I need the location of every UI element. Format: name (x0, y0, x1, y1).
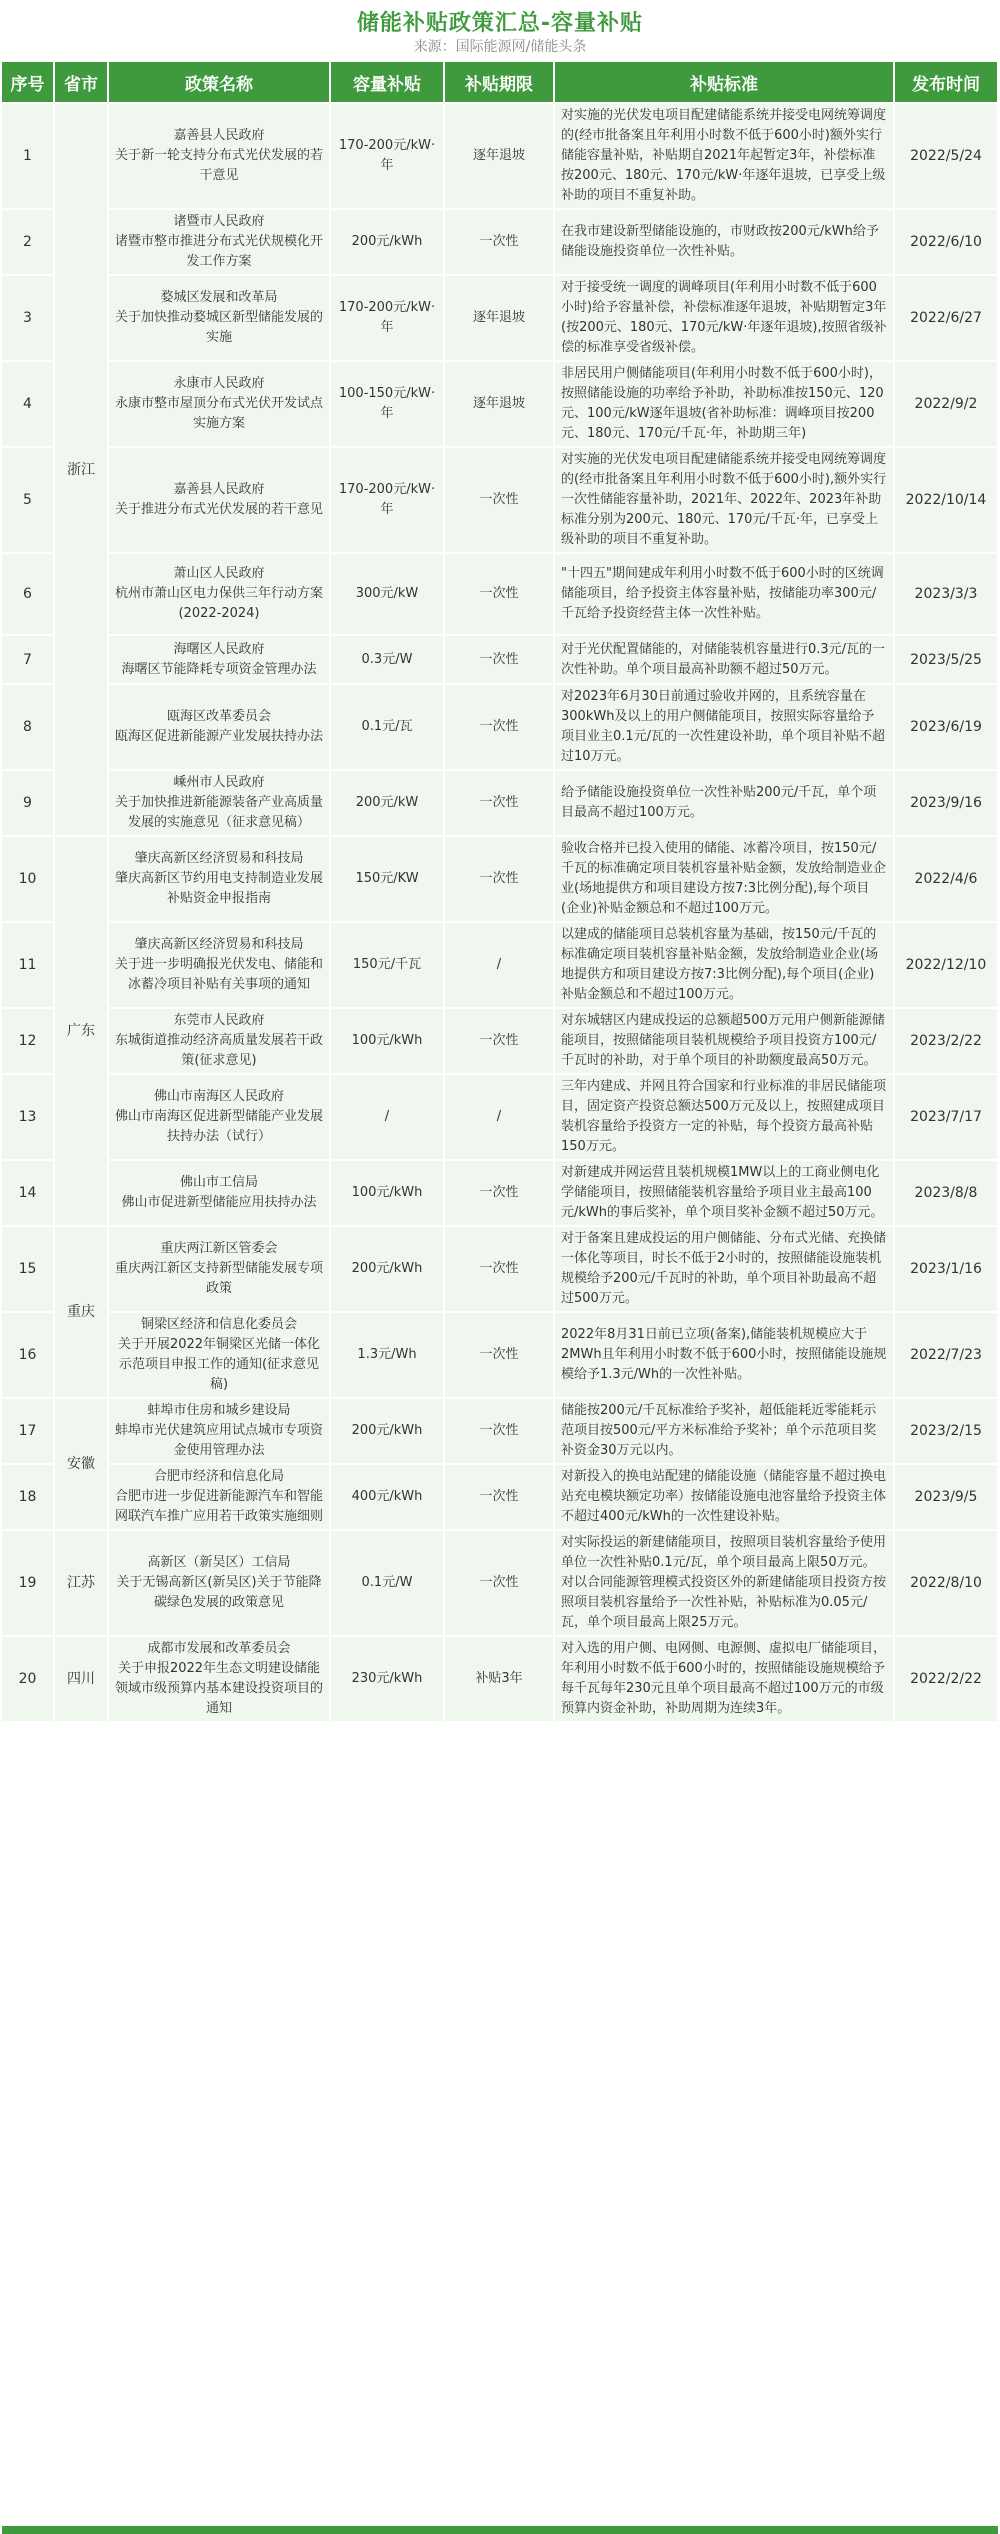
cell-subsidy-standard: 对东城辖区内建成投运的总额超500万元用户侧新能源储能项目，按照储能项目装机规模给予项目投资方100元/千瓦时的补助，对于单个项目的补助额度最高50万元。 (554, 1008, 894, 1074)
policy-issuer: 萧山区人民政府 (173, 566, 265, 581)
cell-policy-name (108, 1636, 330, 1722)
cell-publish-date: 2023/9/16 (894, 770, 998, 836)
policy-issuer: 海曙区人民政府 (173, 641, 265, 657)
policy-title: 诸暨市整市推进分布式光伏规模化开发工作方案 (114, 234, 323, 269)
cell-subsidy-term: 逐年退坡 (444, 361, 554, 447)
cell-policy-name (108, 553, 330, 635)
cell-subsidy-standard: 非居民用户侧储能项目(年利用小时数不低于600小时)，按照储能设施的功率给予补助，补助标准按150元、120元、100元/kW逐年退坡(省补助标准：调峰项目按200元、180元、170元/千瓦·年，补助期三年) (554, 361, 894, 447)
cell-capacity-subsidy: 150元/KW (330, 836, 444, 922)
cell-policy-name (108, 1312, 330, 1398)
cell-capacity-subsidy: 400元/kWh (330, 1464, 444, 1530)
policy-issuer: 永康市人民政府 (173, 376, 265, 391)
cell-province: 浙江 (54, 103, 108, 836)
table-row (2, 1312, 998, 1398)
table-row (2, 1636, 998, 1722)
cell-subsidy-term: 逐年退坡 (444, 103, 554, 209)
policy-issuer: 嵊州市人民政府 (173, 775, 265, 790)
cell-policy-name (108, 1008, 330, 1074)
page-title: 储能补贴政策汇总-容量补贴 (356, 11, 644, 36)
cell-capacity-subsidy: 100-150元/kW·年 (330, 361, 444, 447)
policy-title: 海曙区节能降耗专项资金管理办法 (121, 661, 317, 677)
header-publish-date: 发布时间 (894, 62, 998, 103)
cell-subsidy-standard: 三年内建成、并网且符合国家和行业标准的非居民储能项目，固定资产投资总额达500万元及以上，按照建成项目装机容量给予投资方一定的补贴，每个投资方最高补贴150万元。 (554, 1074, 894, 1160)
cell-capacity-subsidy: 200元/kWh (330, 1398, 444, 1464)
cell-capacity-subsidy: 200元/kWh (330, 209, 444, 275)
policy-title: 永康市整市屋顶分布式光伏开发试点实施方案 (114, 396, 323, 431)
cell-policy-name (108, 684, 330, 770)
cell-index: 13 (2, 1074, 54, 1160)
policy-issuer: 蚌埠市住房和城乡建设局 (147, 1403, 291, 1418)
subsidy-table (2, 62, 999, 1723)
table-row (2, 684, 998, 770)
cell-subsidy-term: 一次性 (444, 836, 554, 922)
cell-publish-date: 2022/8/10 (894, 1530, 998, 1636)
table-row (2, 447, 998, 553)
policy-issuer: 铜梁区经济和信息化委员会 (140, 1317, 297, 1332)
cell-capacity-subsidy: 300元/kW (330, 553, 444, 635)
header-capacity-subsidy: 容量补贴 (330, 62, 444, 103)
cell-index: 3 (2, 275, 54, 361)
cell-subsidy-term: / (444, 1074, 554, 1160)
policy-issuer: 东莞市人民政府 (173, 1013, 265, 1028)
cell-index: 12 (2, 1008, 54, 1074)
table-row (2, 1530, 998, 1636)
cell-capacity-subsidy: 200元/kWh (330, 1226, 444, 1312)
table-row (2, 1226, 998, 1312)
policy-title: 佛山市南海区促进新型储能产业发展扶持办法（试行） (114, 1109, 323, 1144)
cell-publish-date: 2023/8/8 (894, 1160, 998, 1226)
policy-title: 关于无锡高新区(新吴区)关于节能降碳绿色发展的政策意见 (116, 1575, 322, 1610)
policy-title: 关于新一轮支持分布式光伏发展的若干意见 (114, 148, 323, 183)
policy-title: 蚌埠市光伏建筑应用试点城市专项资金使用管理办法 (114, 1423, 323, 1458)
cell-policy-name (108, 1530, 330, 1636)
cell-policy-name (108, 922, 330, 1008)
policy-title: 关于申报2022年生态文明建设储能领域市级预算内基本建设投资项目的通知 (114, 1661, 323, 1716)
cell-subsidy-standard: 对于光伏配置储能的，对储能装机容量进行0.3元/瓦的一次性补助。单个项目最高补助额不超过50万元。 (554, 635, 894, 684)
policy-title: 关于开展2022年铜梁区光储一体化示范项目申报工作的通知(征求意见稿) (117, 1337, 321, 1392)
policy-title: 佛山市促进新型储能应用扶持办法 (121, 1195, 317, 1210)
policy-title: 瓯海区促进新能源产业发展扶持办法 (114, 729, 323, 744)
policy-issuer: 婺城区发展和改革局 (160, 290, 278, 305)
cell-index: 4 (2, 361, 54, 447)
cell-policy-name (108, 1074, 330, 1160)
cell-publish-date: 2022/9/2 (894, 361, 998, 447)
cell-subsidy-standard: 给予储能设施投资单位一次性补贴200元/千瓦，单个项目最高不超过100万元。 (554, 770, 894, 836)
cell-subsidy-standard: 在我市建设新型储能设施的，市财政按200元/kWh给予储能设施投资单位一次性补贴。 (554, 209, 894, 275)
policy-issuer: 佛山市工信局 (179, 1175, 258, 1190)
cell-index: 1 (2, 103, 54, 209)
cell-index: 5 (2, 447, 54, 553)
cell-subsidy-term: 一次性 (444, 1008, 554, 1074)
cell-policy-name (108, 275, 330, 361)
cell-publish-date: 2023/5/25 (894, 635, 998, 684)
table-row (2, 1074, 998, 1160)
table-body (2, 103, 998, 1722)
cell-index: 18 (2, 1464, 54, 1530)
cell-subsidy-standard: 对实际投运的新建储能项目，按照项目装机容量给予使用单位一次性补贴0.1元/瓦，单个项目最高上限50万元。对以合同能源管理模式投资区外的新建储能项目投资方按照项目装机容量给予一次性补贴，补贴标准为0.05元/瓦，单个项目最高上限25万元。 (554, 1530, 894, 1636)
cell-capacity-subsidy: 170-200元/kW·年 (330, 447, 444, 553)
cell-subsidy-term: 一次性 (444, 209, 554, 275)
cell-subsidy-term: 一次性 (444, 1464, 554, 1530)
policy-issuer: 嘉善县人民政府 (173, 128, 265, 143)
cell-subsidy-term: 一次性 (444, 1160, 554, 1226)
cell-capacity-subsidy: 170-200元/kW·年 (330, 103, 444, 209)
cell-capacity-subsidy: 0.3元/W (330, 635, 444, 684)
table-row (2, 553, 998, 635)
cell-policy-name (108, 770, 330, 836)
cell-subsidy-standard: 2022年8月31日前已立项(备案),储能装机规模应大于2MWh且年利用小时数不低于600小时，按照储能设施规模给予1.3元/Wh的一次性补贴。 (554, 1312, 894, 1398)
cell-capacity-subsidy: / (330, 1074, 444, 1160)
policy-issuer: 肇庆高新区经济贸易和科技局 (134, 851, 304, 866)
table-row (2, 1464, 998, 1530)
table-row (2, 1008, 998, 1074)
cell-publish-date: 2022/7/23 (894, 1312, 998, 1398)
cell-subsidy-term: 一次性 (444, 553, 554, 635)
table-row (2, 361, 998, 447)
cell-subsidy-term: 一次性 (444, 1312, 554, 1398)
table-row (2, 103, 998, 209)
policy-title: 关于进一步明确报光伏发电、储能和冰蓄冷项目补贴有关事项的通知 (114, 957, 323, 992)
cell-capacity-subsidy: 1.3元/Wh (330, 1312, 444, 1398)
header-index: 序号 (2, 62, 54, 103)
cell-province: 广东 (54, 836, 108, 1226)
table-row (2, 275, 998, 361)
cell-index: 19 (2, 1530, 54, 1636)
cell-subsidy-term: 一次性 (444, 770, 554, 836)
cell-publish-date: 2023/1/16 (894, 1226, 998, 1312)
cell-index: 6 (2, 553, 54, 635)
cell-policy-name (108, 836, 330, 922)
cell-publish-date: 2023/6/19 (894, 684, 998, 770)
cell-subsidy-standard: 验收合格并已投入使用的储能、冰蓄冷项目，按150元/千瓦的标准确定项目装机容量补贴金额，发放给制造业企业(场地提供方和项目建设方按7:3比例分配),每个项目(企业)补贴金额总和不超过100万元。 (554, 836, 894, 922)
cell-policy-name (108, 635, 330, 684)
cell-subsidy-standard: 对入选的用户侧、电网侧、电源侧、虚拟电厂储能项目，年利用小时数不低于600小时的，按照储能设施规模给予每千瓦每年230元且单个项目最高不超过100万元的市级预算内资金补助，补助周期为连续3年。 (554, 1636, 894, 1722)
cell-subsidy-standard: 对新投入的换电站配建的储能设施（储能容量不超过换电站充电模块额定功率）按储能设施电池容量给予投资主体不超过400元/kWh的一次性建设补贴。 (554, 1464, 894, 1530)
policy-title: 关于加快推进新能源装备产业高质量发展的实施意见（征求意见稿） (114, 795, 323, 830)
cell-publish-date: 2022/5/24 (894, 103, 998, 209)
cell-subsidy-term: 一次性 (444, 684, 554, 770)
policy-issuer: 佛山市南海区人民政府 (153, 1089, 284, 1104)
cell-policy-name (108, 1398, 330, 1464)
cell-index: 11 (2, 922, 54, 1008)
policy-issuer: 肇庆高新区经济贸易和科技局 (134, 937, 304, 952)
header-subsidy-standard: 补贴标准 (554, 62, 894, 103)
cell-subsidy-term: 一次性 (444, 1226, 554, 1312)
cell-subsidy-term: 一次性 (444, 1530, 554, 1636)
cell-index: 10 (2, 836, 54, 922)
header-subsidy-term: 补贴期限 (444, 62, 554, 103)
cell-subsidy-standard: 对于备案且建成投运的用户侧储能、分布式光储、充换储一体化等项目，时长不低于2小时的，按照储能设施装机规模给予200元/千瓦时的补助，单个项目补助最高不超过500万元。 (554, 1226, 894, 1312)
cell-subsidy-standard: 对新建成并网运营且装机规模1MW以上的工商业侧电化学储能项目，按照储能装机容量给予项目业主最高100元/kWh的事后奖补，单个项目奖补金额不超过50万元。 (554, 1160, 894, 1226)
cell-policy-name (108, 1160, 330, 1226)
policy-issuer: 诸暨市人民政府 (173, 214, 265, 229)
policy-title: 关于加快推动婺城区新型储能发展的实施 (114, 310, 323, 345)
table-row (2, 770, 998, 836)
policy-issuer: 嘉善县人民政府 (173, 482, 265, 497)
cell-policy-name (108, 361, 330, 447)
cell-subsidy-term: / (444, 922, 554, 1008)
cell-policy-name (108, 209, 330, 275)
cell-capacity-subsidy: 100元/kWh (330, 1160, 444, 1226)
cell-publish-date: 2022/12/10 (894, 922, 998, 1008)
cell-subsidy-standard: 对实施的光伏发电项目配建储能系统并接受电网统筹调度的(经市批备案且年利用小时数不低于600小时),额外实行一次性储能容量补助，2021年、2022年、2023年补助标准分别为200元、180元、170元/千瓦·年，已享受上级补助的项目不重复补助。 (554, 447, 894, 553)
table-row (2, 1160, 998, 1226)
cell-index: 15 (2, 1226, 54, 1312)
cell-subsidy-term: 逐年退坡 (444, 275, 554, 361)
cell-province: 重庆 (54, 1226, 108, 1398)
policy-title: 杭州市萧山区电力保供三年行动方案(2022-2024) (114, 586, 323, 621)
policy-title: 合肥市进一步促进新能源汽车和智能网联汽车推广应用若干政策实施细则 (114, 1489, 323, 1524)
cell-capacity-subsidy: 200元/kW (330, 770, 444, 836)
cell-publish-date: 2022/10/14 (894, 447, 998, 553)
cell-publish-date: 2023/2/15 (894, 1398, 998, 1464)
cell-subsidy-standard: 对于接受统一调度的调峰项目(年利用小时数不低于600小时)给予容量补偿，补偿标准逐年退坡，补贴期暂定3年(按200元、180元、170元/kW·年逐年退坡),按照省级补偿的标准享受省级补偿。 (554, 275, 894, 361)
policy-title: 东城街道推动经济高质量发展若干政策(征求意见) (114, 1033, 323, 1068)
cell-capacity-subsidy: 150元/千瓦 (330, 922, 444, 1008)
table-row (2, 209, 998, 275)
header-policy-name: 政策名称 (108, 62, 330, 103)
cell-publish-date: 2022/6/27 (894, 275, 998, 361)
cell-capacity-subsidy: 100元/kWh (330, 1008, 444, 1074)
cell-province: 江苏 (54, 1530, 108, 1636)
policy-title: 重庆两江新区支持新型储能发展专项政策 (114, 1261, 323, 1296)
cell-subsidy-standard: 储能按200元/千瓦标准给予奖补，超低能耗近零能耗示范项目按500元/平方米标准给予奖补；单个示范项目奖补资金30万元以内。 (554, 1398, 894, 1464)
table-row (2, 635, 998, 684)
cell-capacity-subsidy: 0.1元/W (330, 1530, 444, 1636)
cell-subsidy-term: 一次性 (444, 635, 554, 684)
cell-publish-date: 2023/2/22 (894, 1008, 998, 1074)
cell-subsidy-term: 补贴3年 (444, 1636, 554, 1722)
cell-index: 20 (2, 1636, 54, 1722)
cell-policy-name (108, 103, 330, 209)
cell-publish-date: 2023/3/3 (894, 553, 998, 635)
cell-publish-date: 2023/7/17 (894, 1074, 998, 1160)
cell-publish-date: 2022/2/22 (894, 1636, 998, 1722)
cell-subsidy-standard: 以建成的储能项目总装机容量为基础，按150元/千瓦的标准确定项目装机容量补贴金额，发放给制造业企业(场地提供方和项目建设方按7:3比例分配),每个项目(企业)补贴金额总和不超过100万元。 (554, 922, 894, 1008)
table-row (2, 836, 998, 922)
policy-issuer: 高新区（新吴区）工信局 (147, 1555, 291, 1570)
cell-index: 8 (2, 684, 54, 770)
cell-index: 16 (2, 1312, 54, 1398)
cell-publish-date: 2022/6/10 (894, 209, 998, 275)
cell-policy-name (108, 1226, 330, 1312)
table-row (2, 1398, 998, 1464)
cell-policy-name (108, 1464, 330, 1530)
cell-index: 7 (2, 635, 54, 684)
table-header-row (2, 62, 998, 103)
policy-issuer: 合肥市经济和信息化局 (153, 1469, 284, 1484)
policy-issuer: 重庆两江新区管委会 (160, 1241, 278, 1256)
cell-subsidy-standard: 对2023年6月30日前通过验收并网的，且系统容量在300kWh及以上的用户侧储能项目，按照实际容量给予项目业主0.1元/瓦的一次性建设补助，单个项目补贴不超过10万元。 (554, 684, 894, 770)
cell-policy-name (108, 447, 330, 553)
cell-subsidy-standard: "十四五"期间建成年利用小时数不低于600小时的区统调储能项目，给予投资主体容量补贴，按储能功率300元/千瓦给予投资经营主体一次性补贴。 (554, 553, 894, 635)
cell-publish-date: 2022/4/6 (894, 836, 998, 922)
cell-province: 四川 (54, 1636, 108, 1722)
policy-issuer: 成都市发展和改革委员会 (147, 1641, 291, 1656)
cell-subsidy-term: 一次性 (444, 447, 554, 553)
table-row (2, 922, 998, 1008)
policy-issuer: 瓯海区改革委员会 (166, 709, 271, 724)
policy-title: 肇庆高新区节约用电支持制造业发展补贴资金申报指南 (114, 871, 323, 906)
cell-publish-date: 2023/9/5 (894, 1464, 998, 1530)
header-province: 省市 (54, 62, 108, 103)
cell-capacity-subsidy: 170-200元/kW·年 (330, 275, 444, 361)
source-note: 来源：国际能源网/储能头条 (413, 39, 587, 55)
cell-capacity-subsidy: 230元/kWh (330, 1636, 444, 1722)
cell-index: 2 (2, 209, 54, 275)
cell-index: 9 (2, 770, 54, 836)
cell-capacity-subsidy: 0.1元/瓦 (330, 684, 444, 770)
cell-subsidy-term: 一次性 (444, 1398, 554, 1464)
bottom-bar (2, 2526, 998, 2534)
cell-index: 17 (2, 1398, 54, 1464)
cell-index: 14 (2, 1160, 54, 1226)
cell-province: 安徽 (54, 1398, 108, 1530)
cell-subsidy-standard: 对实施的光伏发电项目配建储能系统并接受电网统筹调度的(经市批备案且年利用小时数不低于600小时)额外实行储能容量补贴，补贴期自2021年起暂定3年，补偿标准按200元、180元、170元/kW·年逐年退坡，已享受上级补助的项目不重复补助。 (554, 103, 894, 209)
policy-title: 关于推进分布式光伏发展的若干意见 (114, 502, 323, 517)
